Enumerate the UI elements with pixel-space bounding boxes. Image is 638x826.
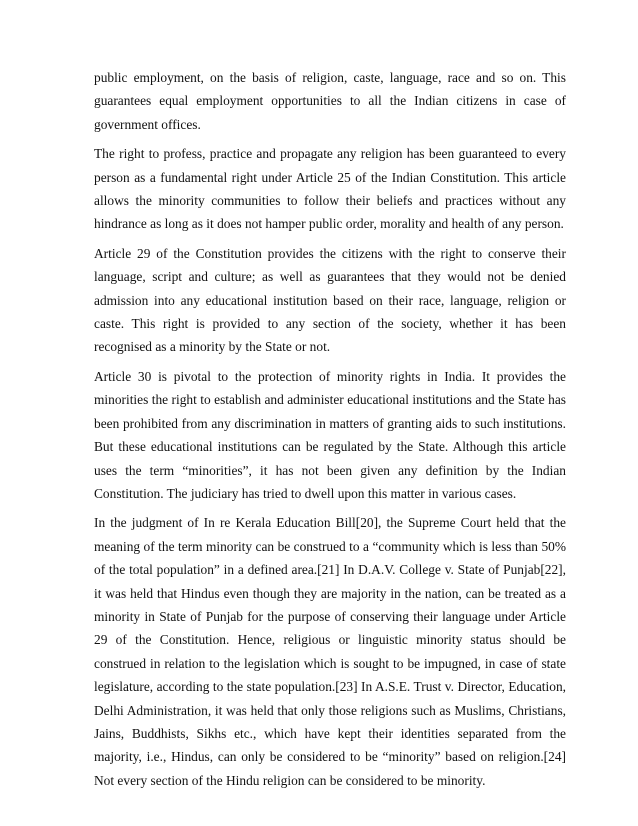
paragraph-article-30: Article 30 is pivotal to the protection of minority rights in India. It provides the minorities the right to establish and administer educational institutions and the State has been prohibited from any discrimination in matters of granting aids to such institutions. But these educational institutions can be regulated by the State. Although this article uses the term “minorities”, it has not been given any definition by the Indian Constitution. The judiciary has tried to dwell upon this matter in various cases. [94, 368, 566, 501]
paragraph-article-29: Article 29 of the Constitution provides the citizens with the right to conserve their language, script and culture; as well as guarantees that they would not be denied admission into any educational institution based on their race, language, religion or caste. This right is provided to any section of the society, whether it has been recognised as a minority by the State or not. [94, 245, 566, 355]
paragraph-article-25: The right to profess, practice and propagate any religion has been guaranteed to every person as a fundamental right under Article 25 of the Indian Constitution. This article allows the minority communities to follow their beliefs and practices without any hindrance as long as it does not hamper public order, morality and health of any person. [94, 146, 566, 232]
paragraph-kerala-education-bill: In the judgment of In re Kerala Education Bill[20], the Supreme Court held that the meaning of the term minority can be construed to a “community which is less than 50% of the total population” in a defined area.[21] In D.A.V. College v. State of Punjab[22], it was held that Hindus even though they are majority in the nation, can be treated as a minority in State of Punjab for the purpose of conserving their language under Article 29 of the Constitution. Hence, religious or linguistic minority status should be construed in relation to the legislation which is sought to be impugned, in case of state legislature, according to the state population.[23] In A.S.E. Trust v. Director, Education, Delhi Administration, it was held that only those religions such as Muslims, Christians, Jains, Buddhists, Sikhs etc., which have kept their identities separated from the majority, i.e., Hindus, can only be considered to be “minority” based on religion.[24] Not every section of the Hindu religion can be considered to be minority. [94, 515, 566, 788]
paragraph-public-employment: public employment, on the basis of religion, caste, language, race and so on. This guarantees equal employment opportunities to all the Indian citizens in case of government offices. [94, 70, 566, 132]
